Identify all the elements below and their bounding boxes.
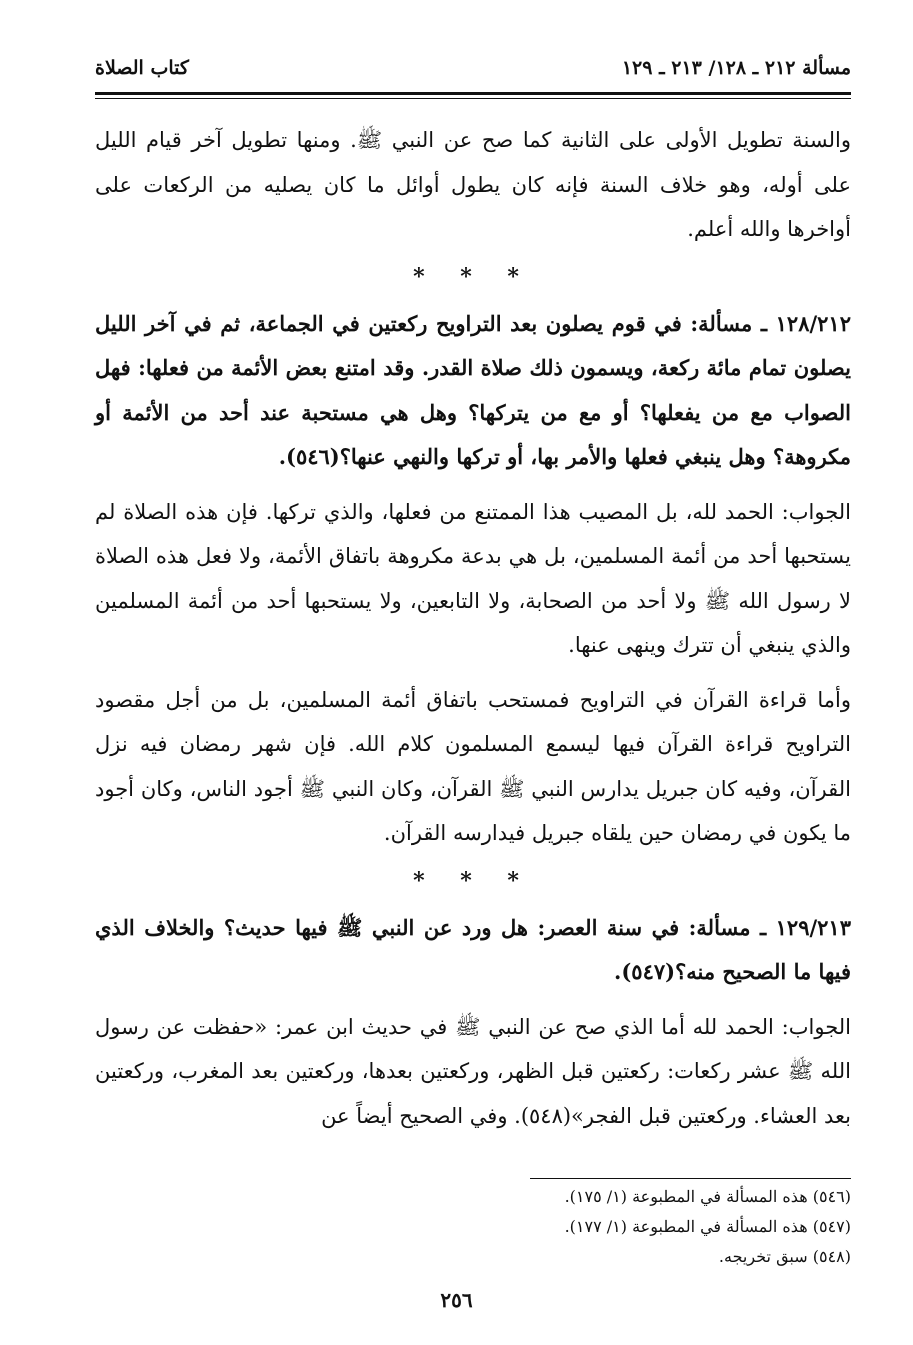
header-issue-numbers: مسألة ٢١٢ ـ ١٢٨/ ٢١٣ ـ ١٢٩	[621, 57, 851, 79]
footnote-547: (٥٤٧) هذه المسألة في المطبوعة (١/ ١٧٧).	[564, 1217, 851, 1236]
question-129: ١٢٩/٢١٣ ـ مسألة: في سنة العصر: هل ورد عن النبي ﷺ فيها حديث؟ والخلاف الذي فيها ما الصحيح منه؟(٥٤٧).	[95, 914, 851, 984]
footnotes	[95, 1182, 851, 1272]
section-separator: * * *	[413, 867, 533, 894]
answer-128: الجواب: الحمد لله، بل المصيب هذا الممتنع من فعلها، والذي تركها. فإن هذه الصلاة لم يستحبها أحد من أئمة المسلمين، بل هي بدعة مكروهة باتفاق الأئمة، ولا فعل هذه الصلاة لا رسول الله ﷺ ولا أحد من الصحابة، ولا التابعين، ولا يستحبها أحد من أئمة المسلمين والذي ينبغي أن تترك وينهى عنها.	[95, 499, 851, 657]
page-number: ٢٥٦	[440, 1288, 473, 1312]
question-128: ١٢٨/٢١٢ ـ مسألة: في قوم يصلون بعد التراويح ركعتين في الجماعة، ثم في آخر الليل يصلون تمام مائة ركعة، ويسمون ذلك صلاة القدر. وقد امتنع بعض الأئمة من فعلها: فهل الصواب مع من يفعلها؟ أو مع من يتركها؟ وهل هي مستحبة عند أحد من الأئمة أو مكروهة؟ وهل ينبغي فعلها والأمر بها، أو تركها والنهي عنها؟(٥٤٦).	[95, 310, 851, 469]
main-text	[95, 118, 851, 1148]
header-book-title: كتاب الصلاة	[95, 57, 189, 79]
footnote-546: (٥٤٦) هذه المسألة في المطبوعة (١/ ١٧٥).	[564, 1187, 851, 1206]
paragraph-quran-taraweeh: وأما قراءة القرآن في التراويح فمستحب باتفاق أئمة المسلمين، بل من أجل مقصود التراويح قراءة القرآن فيها ليسمع المسلمون كلام الله. فإن شهر رمضان فيه نزل القرآن، وفيه كان جبريل يدارس النبي ﷺ القرآن، وكان النبي ﷺ أجود الناس، وكان أجود ما يكون في رمضان حين يلقاه جبريل فيدارسه القرآن.	[95, 687, 851, 845]
header-rule-thick	[95, 92, 851, 95]
footnote-548: (٥٤٨) سبق تخريجه.	[718, 1247, 851, 1266]
footnote-rule	[530, 1178, 851, 1179]
running-header	[95, 50, 851, 86]
paragraph-continuation: والسنة تطويل الأولى على الثانية كما صح عن النبي ﷺ. ومنها تطويل آخر قيام الليل على أوله، وهو خلاف السنة فإنه كان يطول أوائل ما كان يصليه من الركعات على أواخرها والله أعلم.	[95, 128, 851, 241]
section-separator: * * *	[413, 263, 533, 290]
header-rule-thin	[95, 98, 851, 99]
answer-129: الجواب: الحمد لله أما الذي صح عن النبي ﷺ في حديث ابن عمر: «حفظت عن رسول الله ﷺ عشر ركعات: ركعتين قبل الظهر، وركعتين بعدها، وركعتين بعد المغرب، وركعتين بعد العشاء. وركعتين قبل الفجر»(٥٤٨). وفي الصحيح أيضاً عن	[95, 1014, 851, 1128]
